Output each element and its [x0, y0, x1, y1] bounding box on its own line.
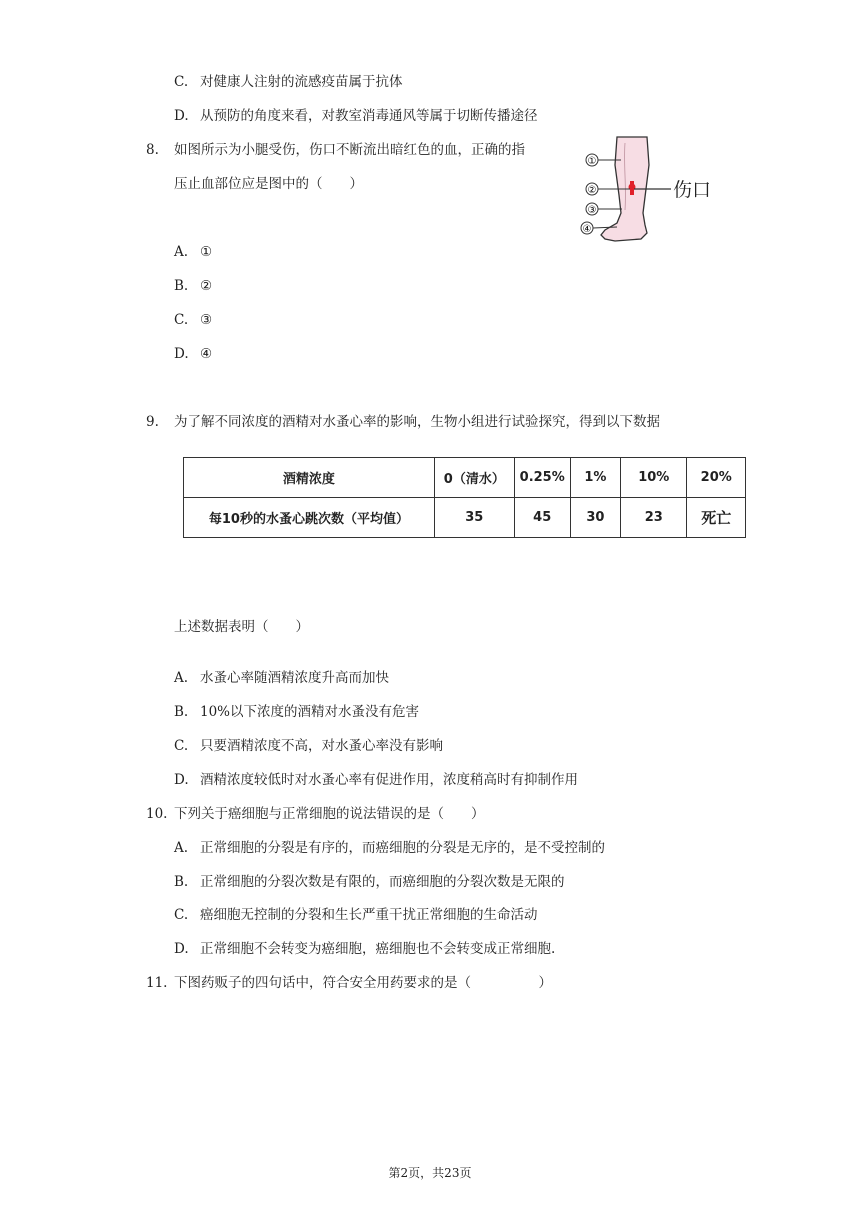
table-cell: 35: [434, 498, 514, 538]
table-cell: 10%: [621, 458, 687, 498]
q8-option-d: D. ④: [174, 346, 213, 362]
q9-question: 上述数据表明（ ）: [174, 619, 309, 635]
table-cell: 45: [514, 498, 570, 538]
figure-label-3: ③: [587, 205, 597, 216]
q10-option-a: A. 正常细胞的分裂是有序的，而癌细胞的分裂是无序的，是不受控制的: [174, 840, 605, 856]
page-footer: 第2页，共23页: [388, 1166, 472, 1180]
table-row-concentration: [184, 458, 746, 498]
table-cell: 20%: [687, 458, 746, 498]
table-cell: 30: [570, 498, 620, 538]
q9-data-table: [183, 457, 746, 538]
table-cell: 23: [621, 498, 687, 538]
q8-stem-line2: 压止血部位应是图中的（ ）: [174, 176, 363, 192]
q8-stem-line1: 8. 如图所示为小腿受伤，伤口不断流出暗红色的血，正确的指: [146, 142, 525, 158]
table-cell: 0（清水）: [434, 458, 514, 498]
q9-option-c: C. 只要酒精浓度不高，对水蚤心率没有影响: [174, 738, 443, 754]
table-cell: 死亡: [687, 498, 746, 538]
figure-label-2: ②: [587, 185, 597, 196]
q9-stem: 9. 为了解不同浓度的酒精对水蚤心率的影响，生物小组进行试验探究，得到以下数据: [146, 414, 660, 430]
q8-option-b: B. ②: [174, 278, 213, 294]
q7-option-d: D. 从预防的角度来看，对教室消毒通风等属于切断传播途径: [174, 108, 538, 124]
q10-stem: 10. 下列关于癌细胞与正常细胞的说法错误的是（ ）: [146, 806, 485, 822]
wound-label: 伤口: [673, 179, 712, 201]
q9-option-a: A. 水蚤心率随酒精浓度升高而加快: [174, 670, 389, 686]
q10-option-b: B. 正常细胞的分裂次数是有限的，而癌细胞的分裂次数是无限的: [174, 874, 565, 890]
leg-wound-figure: [575, 135, 725, 250]
table-cell: 0.25%: [514, 458, 570, 498]
table-row-heartbeat: [184, 498, 746, 538]
q8-option-a: A. ①: [174, 244, 213, 260]
figure-label-4: ④: [582, 224, 592, 235]
figure-label-1: ①: [587, 156, 597, 167]
q9-option-d: D. 酒精浓度较低时对水蚤心率有促进作用，浓度稍高时有抑制作用: [174, 772, 578, 788]
q7-option-c: C. 对健康人注射的流感疫苗属于抗体: [174, 74, 403, 90]
q11-stem: 11. 下图药贩子的四句话中，符合安全用药要求的是（ ）: [146, 975, 552, 991]
table-header-concentration: 酒精浓度: [184, 458, 435, 498]
table-header-heartbeat: 每10秒的水蚤心跳次数（平均值）: [184, 498, 435, 538]
q10-option-d: D. 正常细胞不会转变为癌细胞，癌细胞也不会转变成正常细胞.: [174, 941, 556, 957]
q8-option-c: C. ③: [174, 312, 213, 328]
table-cell: 1%: [570, 458, 620, 498]
q10-option-c: C. 癌细胞无控制的分裂和生长严重干扰正常细胞的生命活动: [174, 907, 538, 923]
q9-option-b: B. 10%以下浓度的酒精对水蚤没有危害: [174, 704, 420, 720]
